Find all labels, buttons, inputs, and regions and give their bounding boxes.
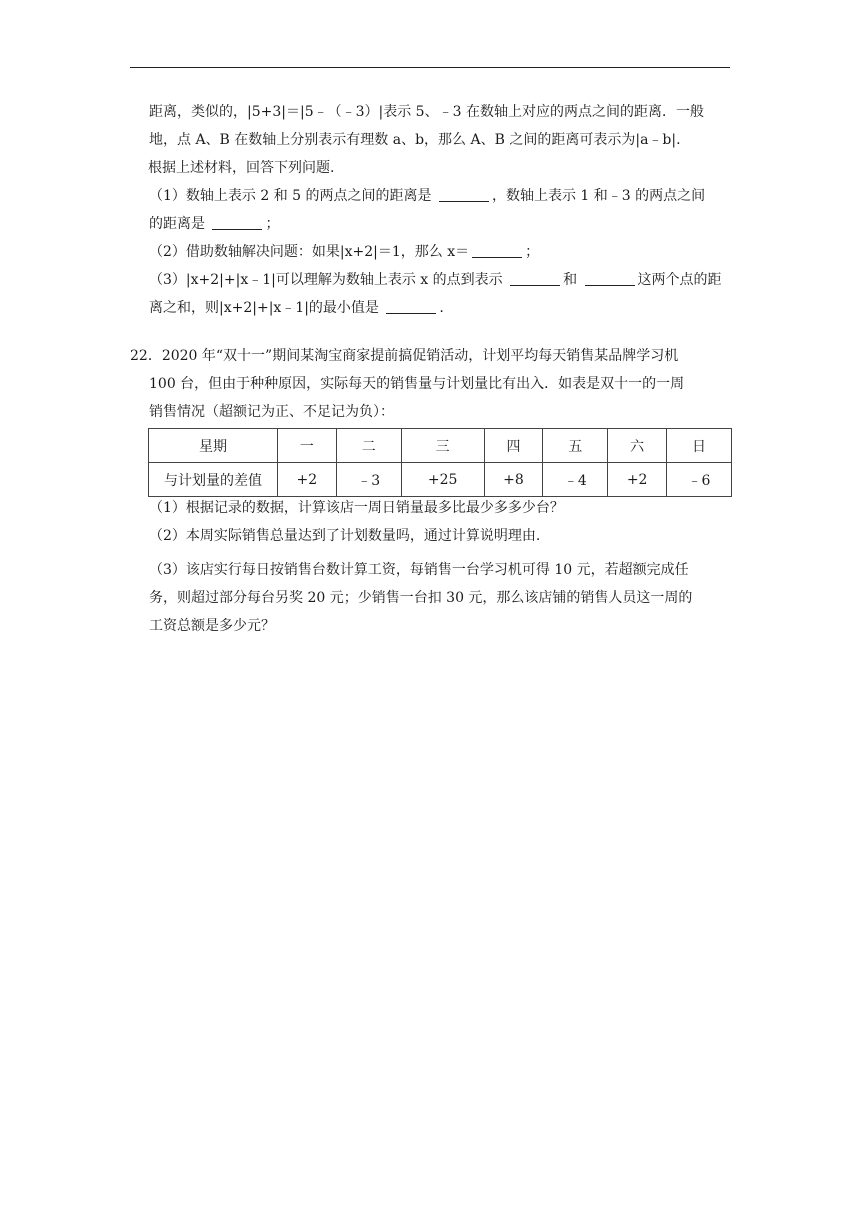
question-3-line-3: 工资总额是多少元？ [149,618,275,634]
problem-22-line-2: 100 台，但由于种种原因，实际每天的销售量与计划量比有出入．如表是双十一的一周 [149,376,685,392]
table-cell-value: ﹣6 [667,463,732,497]
q21-p3-text-e: . [439,300,444,316]
material-line-1: 距离，类似的，|5+3|＝|5﹣（﹣3）|表示 5、﹣3 在数轴上对应的两点之间的距离．一般 [149,104,704,120]
table-cell-day: 二 [336,429,401,463]
sales-table [148,428,732,497]
q21-part-1-cont [149,210,730,238]
question-2: （2）本周实际销售总量达到了计划数量吗，通过计算说明理由. [149,528,541,544]
q21-p2-text-b: ； [525,244,540,260]
table-cell-value: +2 [278,463,337,497]
material-line-2: 地，点 A、B 在数轴上分别表示有理数 a、b，那么 A、B 之间的距离可表示为|a﹣b|. [149,132,681,148]
table-cell-day: 四 [484,429,543,463]
q21-p3-text-b: 和 [563,272,578,288]
q21-p1-text-d: ； [265,216,280,232]
table-cell-value: +8 [484,463,543,497]
q21-p3-text-c: 这两个点的距 [637,272,722,288]
table-cell-day: 三 [401,429,484,463]
q21-part-3-cont [149,294,730,322]
answer-blank[interactable] [386,297,436,314]
q21-part-2 [149,238,730,266]
problem-22 [130,342,730,426]
question-3-line-2: 务，则超过部分每台另奖 20 元；少销售一台扣 30 元，那么该店铺的销售人员这一周的 [149,590,693,606]
table-cell-day: 六 [608,429,667,463]
table-cell-value: ﹣3 [336,463,401,497]
table-cell-day: 日 [667,429,732,463]
q21-p1-text-c: 的距离是 [149,216,205,232]
table-row [149,463,732,497]
header-rule [130,67,730,68]
answer-blank[interactable] [472,241,522,258]
q21-p2-text-a: （2）借助数轴解决问题：如果|x+2|＝1，那么 x＝ [149,244,470,260]
answer-blank[interactable] [585,269,635,286]
table-row [149,429,732,463]
q21-p1-text-a: （1）数轴上表示 2 和 5 的两点之间的距离是 [149,188,432,204]
answer-blank[interactable] [510,269,560,286]
table-cell-value: +2 [608,463,667,497]
question-1: （1）根据记录的数据，计算该店一周日销量最多比最少多多少台？ [149,500,564,516]
q21-p3-text-d: 离之和，则|x+2|+|x﹣1|的最小值是 [149,300,379,316]
q21-part-1 [149,182,730,210]
q21-part-3 [149,266,730,294]
answer-blank[interactable] [439,185,489,202]
question-3-line-1: （3）该店实行每日按销售台数计算工资，每销售一台学习机可得 10 元，若超额完成任 [149,562,689,578]
q21-p3-text-a: （3）|x+2|+|x﹣1|可以理解为数轴上表示 x 的点到表示 [149,272,503,288]
table-cell-value: +25 [401,463,484,497]
material-line-3: 根据上述材料，回答下列问题. [148,160,335,176]
table-header-weekday: 星期 [149,429,278,463]
table-header-difference: 与计划量的差值 [149,463,278,497]
q21-p1-text-b: ，数轴上表示 1 和﹣3 的两点之间 [491,188,706,204]
table-cell-value: ﹣4 [543,463,608,497]
table-cell-day: 五 [543,429,608,463]
problem-22-line-3: 销售情况（超额记为正、不足记为负）： [149,404,394,420]
material-section [149,98,730,322]
table-cell-day: 一 [278,429,337,463]
answer-blank[interactable] [212,213,262,230]
problem-22-line-1: 22．2020 年“双十一”期间某淘宝商家提前搞促销活动，计划平均每天销售某品牌学习机 [130,348,679,364]
